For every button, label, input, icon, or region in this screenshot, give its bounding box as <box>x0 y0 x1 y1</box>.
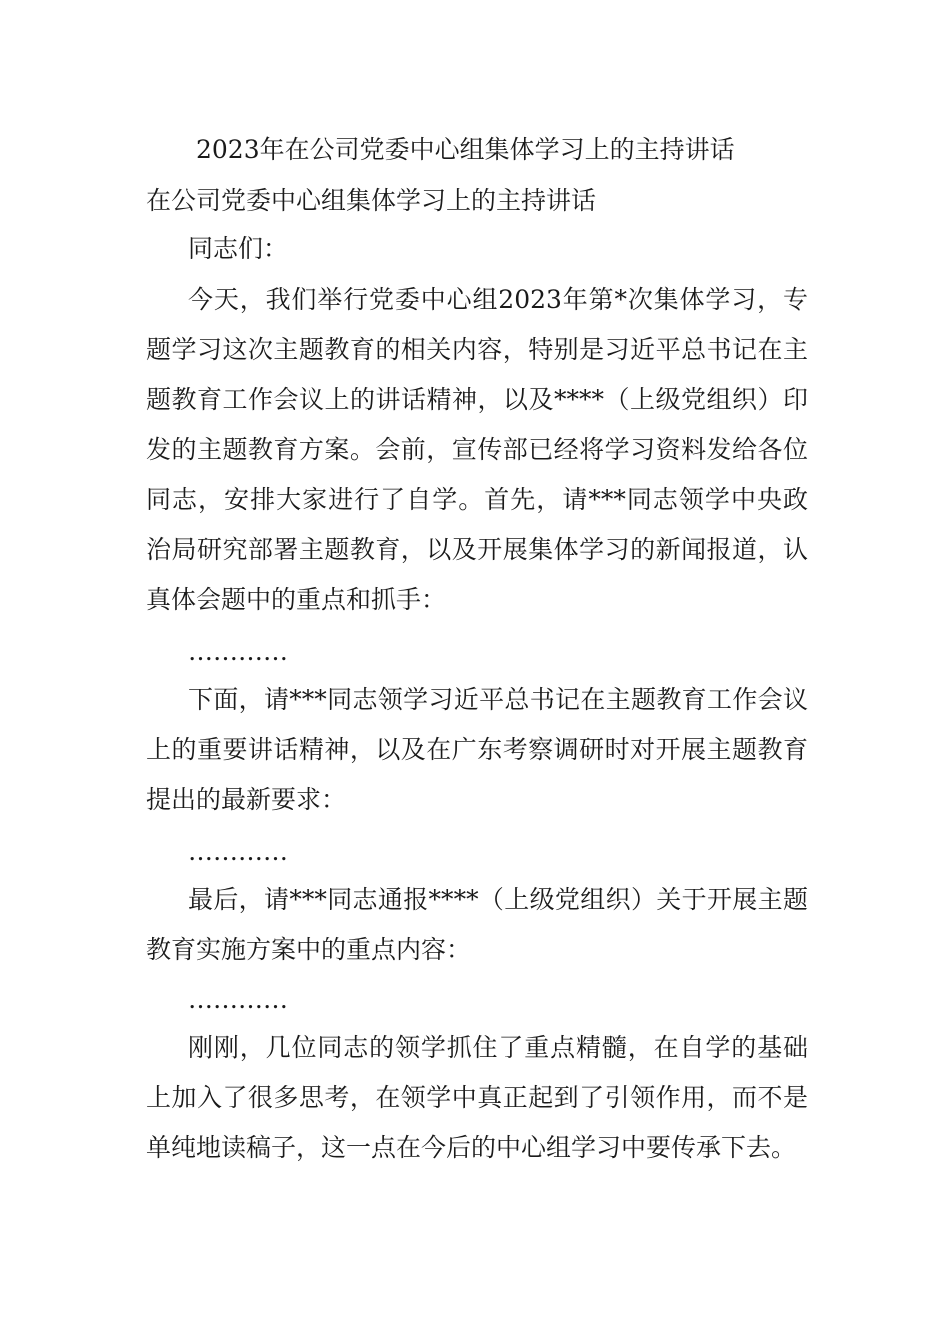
ellipsis-3: ………… <box>188 985 288 1014</box>
ellipsis-1: ………… <box>188 637 288 666</box>
ellipsis-2: ………… <box>188 837 288 866</box>
greeting: 同志们： <box>188 234 289 263</box>
paragraph-opening: 今天，我们举行党委中心组2023年第*次集体学习，专题学习这次主题教育的相关内容，特别是习近平总书记在主题教育工作会议上的讲话精神，以及****（上级党组织）印发的主题教育方案。会前，宣传部已经将学习资料发给各位同志，安排大家进行了自学。首先，请***同志领学中央政治局研究部署主题教育，以及开展集体学习的新闻报道，认真体会题中的重点和抓手： <box>146 285 808 614</box>
paragraph-second-study: 下面，请***同志领学习近平总书记在主题教育工作会议上的重要讲话精神，以及在广东考察调研时对开展主题教育提出的最新要求： <box>146 685 808 814</box>
paragraph-third-study: 最后，请***同志通报****（上级党组织）关于开展主题教育实施方案中的重点内容： <box>146 885 808 964</box>
document-subtitle: 在公司党委中心组集体学习上的主持讲话 <box>146 186 597 215</box>
paragraph-summary: 刚刚，几位同志的领学抓住了重点精髓，在自学的基础上加入了很多思考，在领学中真正起到了引领作用，而不是单纯地读稿子，这一点在今后的中心组学习中要传承下去。 <box>146 1033 808 1162</box>
document-title: 2023年在公司党委中心组集体学习上的主持讲话 <box>196 135 735 164</box>
